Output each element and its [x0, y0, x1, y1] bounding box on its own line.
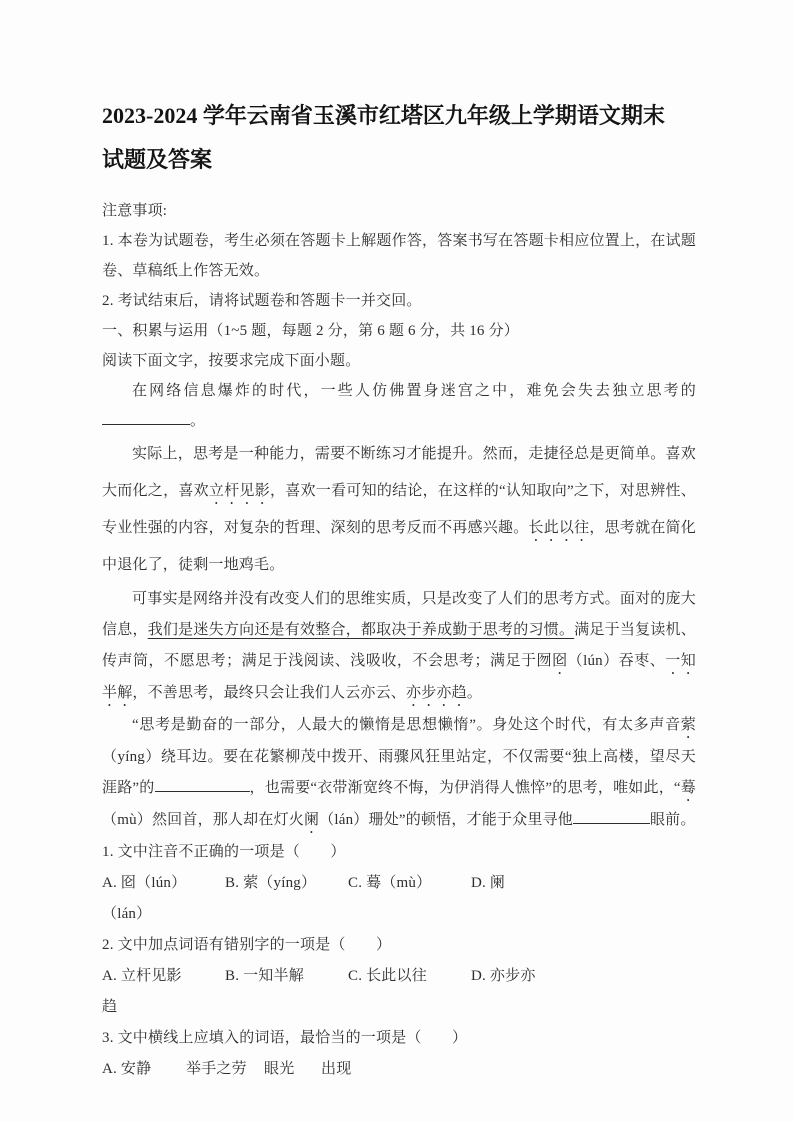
question-2-option-d-continuation: 趋: [102, 999, 118, 1015]
blank-line: [155, 776, 250, 792]
text-segment: （lún）吞枣、: [567, 653, 666, 669]
blank-line: [573, 808, 650, 824]
title-line-2: 试题及答案: [102, 147, 213, 172]
option-a: A. 囵（lún）: [102, 875, 187, 891]
text-segment: 眼前。: [649, 812, 696, 828]
document-title: [102, 94, 696, 182]
text-segment: （mù）然回首，那人却在灯火: [102, 812, 304, 828]
question-1-option-d-continuation: （lán）: [102, 906, 152, 922]
title-line-1: 2023-2024 学年云南省玉溪市红塔区九年级上学期语文期末: [102, 103, 665, 128]
text-segment: （lán）珊处”的顿悟，才能于众里寻他: [319, 812, 573, 828]
underlined-sentence: 我们是迷失方向还是有效整合，都取决于养成勤于思考的习惯。: [147, 622, 575, 638]
option-a: A. 立杆见影: [102, 968, 182, 984]
question-3-stem: 3. 文中横线上应填入的词语，最恰当的一项是（ ）: [102, 1030, 468, 1046]
question-2-options: [102, 961, 696, 992]
option-b: B. 一知半解: [225, 968, 304, 984]
question-1-stem: 1. 文中注音不正确的一项是（ ）: [102, 844, 346, 860]
option-a: A. 安静: [102, 1061, 152, 1077]
section-heading: 一、积累与运用（1~5 题，每题 2 分，第 6 题 6 分，共 16 分）: [102, 323, 519, 339]
option-c: 眼光: [264, 1061, 295, 1077]
text-segment: 满足于当复读机、传声筒，不愿思考；满足于浅阅读、浅吸收，不会思考；满足于囫: [102, 622, 696, 669]
emphasized-word: 阑: [303, 812, 320, 828]
text-segment: 可事实是网络并没有改变人们的思维实质，只是改变了人们的思考方式。面对的庞大信息，: [102, 591, 696, 638]
text-segment: ，也需要“衣带渐宽终不悔，为伊消得人憔悴”的思考，唯如此，“: [249, 780, 681, 796]
text-segment: 。: [466, 685, 483, 701]
text-segment: （yíng）绕耳边。要在花繁柳茂中拨开、雨骤风狂里站定，不仅需要“独上高楼，望尽天涯路”的: [102, 749, 696, 796]
option-d: D. 阑: [471, 875, 506, 891]
option-d: D. 亦步亦: [471, 968, 536, 984]
text-segment: ，不善思考，最终只会让我们人云亦云、: [132, 685, 407, 701]
reading-intro: 阅读下面文字，按要求完成下面小题。: [102, 353, 361, 369]
text-segment: ，思考就在简化中退化了，徒剩一地鸡毛。: [102, 520, 696, 573]
passage-paragraph-3: [102, 584, 696, 710]
emphasized-word: 立杆见影: [208, 483, 270, 499]
option-c: C. 长此以往: [348, 968, 427, 984]
text-segment: 实际上，思考是一种能力，需要不断练习才能提升。然而，走捷径总是更简单。喜欢大而化之，喜欢: [102, 446, 696, 499]
option-d: 出现: [321, 1061, 352, 1077]
text-segment: “思考是勤奋的一部分，人最大的懒惰是思想懒惰”。身处这个时代，有太多声音: [132, 717, 681, 733]
emphasized-word: 一知半解: [102, 653, 697, 701]
blank-line: [102, 409, 190, 425]
text-segment: 。: [190, 413, 206, 429]
notice-item-1: 1. 本卷为试题卷，考生必须在答题卡上解题作答，答案书写在答题卡相应位置上，在试题卷、草稿纸上作答无效。: [102, 233, 696, 279]
question-2-stem: 2. 文中加点词语有错别字的一项是（ ）: [102, 937, 392, 953]
emphasized-word: 囵: [552, 653, 568, 669]
text-segment: ，喜欢一看可知的结论，在这样的“认知取向”之下，对思辨性、专业性强的内容，对复杂的哲理、深刻的思考反而不再感兴趣。: [102, 483, 696, 536]
question-1-options: [102, 868, 696, 899]
passage-paragraph-1: [102, 376, 696, 436]
notice-heading: 注意事项:: [102, 203, 168, 219]
option-b: 举手之劳: [186, 1061, 247, 1077]
passage-paragraph-4: [102, 710, 696, 837]
option-c: C. 蓦（mù）: [348, 875, 432, 891]
notice-item-2: 2. 考试结束后，请将试题卷和答题卡一并交回。: [102, 293, 422, 309]
text-segment: 在网络信息爆炸的时代，一些人仿佛置身迷宫之中，难免会失去独立思考的: [132, 383, 696, 399]
question-3-options: [102, 1054, 696, 1085]
option-b: B. 萦（yíng）: [225, 875, 317, 891]
passage-paragraph-2: [102, 436, 696, 584]
emphasized-word: 亦步亦趋: [406, 685, 467, 701]
emphasized-word: 萦: [680, 717, 696, 733]
emphasized-word: 蓦: [680, 780, 696, 796]
emphasized-word: 长此以往: [528, 520, 590, 536]
